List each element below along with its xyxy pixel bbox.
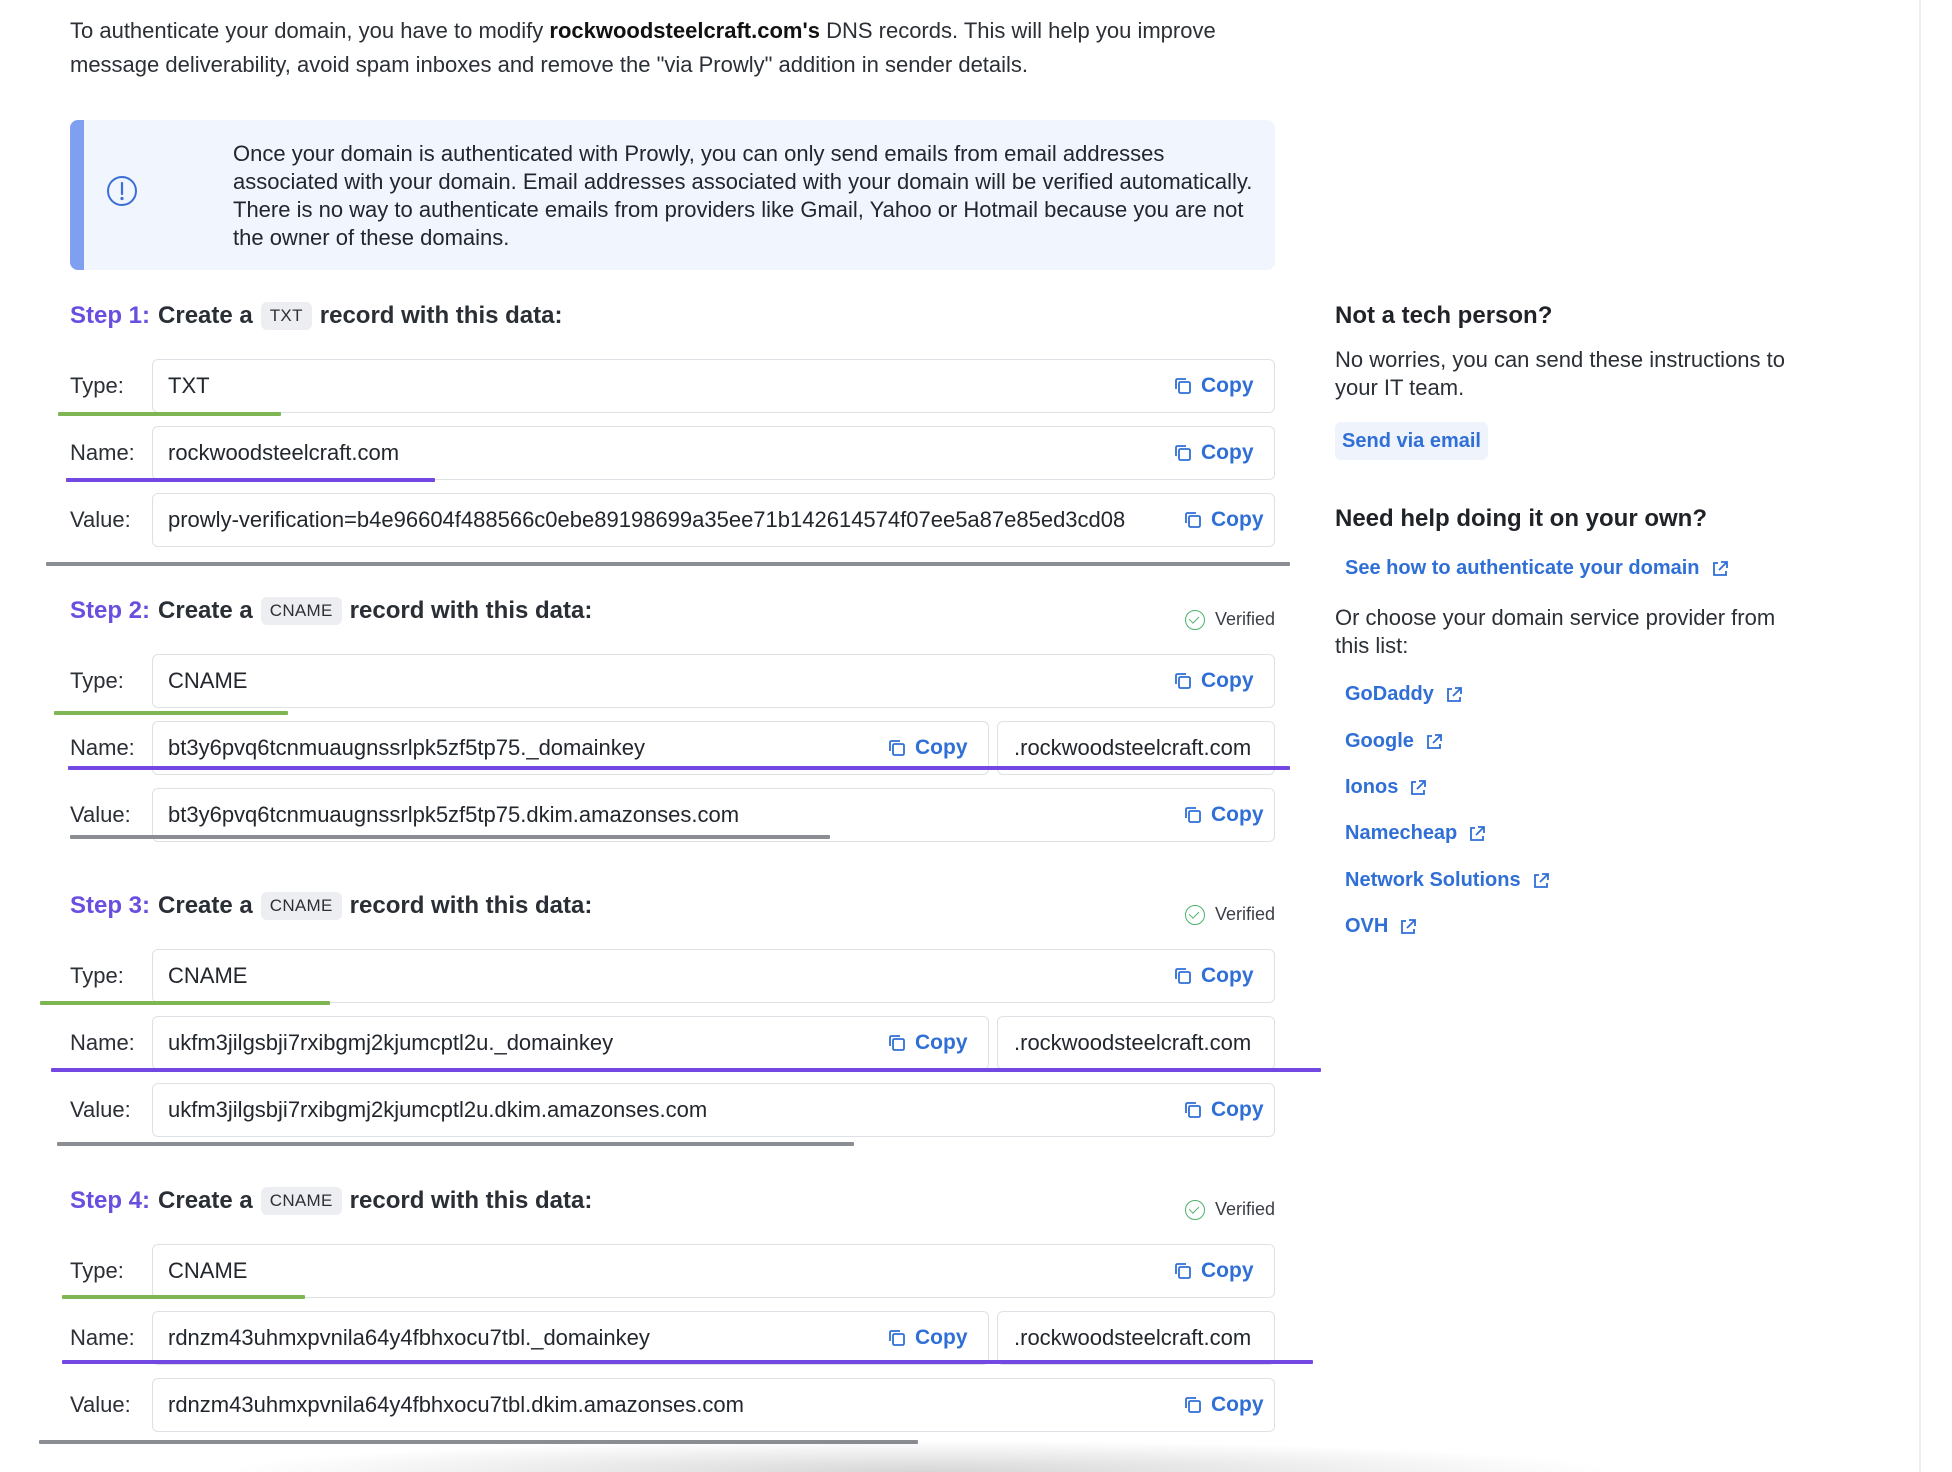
copy-value-button[interactable] (1173, 789, 1264, 840)
copy-icon (1173, 1261, 1193, 1281)
provider-label: Network Solutions (1345, 869, 1521, 891)
copy-icon (887, 738, 907, 758)
copy-icon (1173, 671, 1193, 691)
check-circle-icon (1185, 905, 1205, 925)
info-notice (70, 120, 1275, 270)
name-value: rdnzm43uhmxpvnila64y4fbhxocu7tbl._domainkey (168, 1325, 650, 1350)
value-value: rdnzm43uhmxpvnila64y4fbhxocu7tbl.dkim.amazonses.com (168, 1392, 744, 1417)
type-underline (40, 1001, 330, 1005)
how-link-label: See how to authenticate your domain (1345, 557, 1700, 579)
record-with-data-text: record with this data: (349, 597, 593, 624)
type-underline (54, 711, 288, 715)
name-field (152, 1016, 989, 1070)
value-value: ukfm3jilgsbji7rxibgmj2kjumcptl2u.dkim.amazonses.com (168, 1097, 708, 1122)
type-value: CNAME (168, 963, 248, 988)
type-value: CNAME (168, 668, 248, 693)
value-label: Value: (70, 1392, 131, 1417)
bottom-shadow (220, 1440, 1620, 1472)
name-field (152, 1311, 989, 1365)
tech-title: Not a tech person? (1335, 302, 1553, 329)
verified-label: Verified (1214, 609, 1275, 629)
external-link-icon (1444, 685, 1464, 705)
name-underline (66, 478, 435, 482)
step-number: Step 2: (70, 597, 151, 624)
type-underline (62, 1295, 305, 1299)
provider-link-ionos[interactable] (1345, 776, 1428, 799)
external-link-icon (1408, 778, 1428, 798)
value-label: Value: (70, 802, 131, 827)
create-a-text: Create a (158, 597, 253, 624)
intro-part2: DNS records. This will help you improve message deliverability, avoid spam inboxes and remove the "via Prowly" addition in sender details. (70, 18, 1216, 77)
choose-provider-text: Or choose your domain service provider from this list: (1335, 605, 1776, 658)
copy-label: Copy (1211, 1393, 1264, 1416)
step-number: Step 4: (70, 1187, 151, 1214)
check-circle-icon (1185, 610, 1205, 630)
provider-link-godaddy[interactable] (1345, 683, 1464, 706)
copy-type-button[interactable] (1173, 655, 1254, 706)
step-3-title (70, 886, 592, 926)
name-underline (68, 766, 1290, 770)
name-label: Name: (70, 1325, 135, 1350)
value-field (152, 493, 1275, 547)
record-type-tag: CNAME (261, 892, 342, 920)
send-via-email-button[interactable]: Send via email (1335, 422, 1488, 460)
record-type-tag: CNAME (261, 597, 342, 625)
provider-link-ovh[interactable] (1345, 915, 1418, 938)
copy-name-button[interactable] (887, 1017, 968, 1068)
create-a-text: Create a (158, 1187, 253, 1214)
external-link-icon (1531, 871, 1551, 891)
value-field (152, 788, 1275, 842)
copy-icon (887, 1328, 907, 1348)
copy-label: Copy (1211, 508, 1264, 531)
name-field (152, 426, 1275, 480)
help-title: Need help doing it on your own? (1335, 505, 1707, 532)
type-field (152, 1244, 1275, 1298)
copy-label: Copy (1211, 803, 1264, 826)
provider-label: GoDaddy (1345, 683, 1434, 705)
create-a-text: Create a (158, 302, 253, 329)
record-type-tag: CNAME (261, 1187, 342, 1215)
provider-label: OVH (1345, 915, 1389, 937)
copy-label: Copy (1201, 669, 1254, 692)
external-link-icon (1424, 732, 1444, 752)
verified-badge (1185, 904, 1275, 925)
verified-badge (1185, 1199, 1275, 1220)
intro-part1: To authenticate your domain, you have to modify (70, 18, 550, 43)
record-with-data-text: record with this data: (349, 892, 593, 919)
verified-label: Verified (1214, 904, 1275, 924)
how-to-authenticate-link[interactable] (1345, 557, 1730, 580)
step-1-title (70, 296, 562, 336)
provider-link-google[interactable] (1345, 730, 1444, 753)
type-underline (58, 412, 281, 416)
check-circle-icon (1185, 1200, 1205, 1220)
copy-type-button[interactable] (1173, 1245, 1254, 1296)
value-field (152, 1378, 1275, 1432)
record-type-tag: TXT (261, 302, 312, 330)
provider-link-network-solutions[interactable] (1345, 869, 1551, 892)
name-value: ukfm3jilgsbji7rxibgmj2kjumcptl2u._domainkey (168, 1030, 614, 1055)
copy-label: Copy (915, 1326, 968, 1349)
name-underline (51, 1068, 1321, 1072)
create-a-text: Create a (158, 892, 253, 919)
copy-icon (887, 1033, 907, 1053)
name-domain-suffix: .rockwoodsteelcraft.com (997, 1311, 1275, 1365)
name-label: Name: (70, 440, 135, 465)
name-label: Name: (70, 1030, 135, 1055)
page-divider (1919, 0, 1921, 1472)
type-value: CNAME (168, 1258, 248, 1283)
copy-label: Copy (915, 1031, 968, 1054)
type-label: Type: (70, 373, 124, 398)
value-underline (46, 562, 1290, 566)
value-field (152, 1083, 1275, 1137)
copy-icon (1183, 510, 1203, 530)
value-underline (57, 1142, 854, 1146)
copy-type-button[interactable] (1173, 950, 1254, 1001)
copy-label: Copy (1201, 441, 1254, 464)
copy-name-button[interactable] (887, 1312, 968, 1363)
provider-label: Google (1345, 730, 1414, 752)
type-value: TXT (168, 373, 210, 398)
name-domain-suffix: .rockwoodsteelcraft.com (997, 1016, 1275, 1070)
copy-icon (1173, 966, 1193, 986)
value-underline (70, 835, 830, 839)
copy-value-button[interactable] (1173, 1084, 1264, 1135)
step-number: Step 3: (70, 892, 151, 919)
record-with-data-text: record with this data: (349, 1187, 593, 1214)
external-link-icon (1710, 559, 1730, 579)
value-label: Value: (70, 507, 131, 532)
intro-text (70, 14, 1310, 82)
copy-label: Copy (1211, 1098, 1264, 1121)
tech-text: No worries, you can send these instructions to your IT team. (1335, 347, 1786, 400)
type-label: Type: (70, 963, 124, 988)
type-field (152, 949, 1275, 1003)
copy-value-button[interactable] (1173, 494, 1264, 545)
type-label: Type: (70, 1258, 124, 1283)
provider-label: Ionos (1345, 776, 1399, 798)
info-icon (106, 175, 138, 207)
provider-link-namecheap[interactable] (1345, 822, 1487, 845)
copy-label: Copy (915, 736, 968, 759)
copy-label: Copy (1201, 964, 1254, 987)
intro-domain: rockwoodsteelcraft.com's (549, 18, 820, 43)
step-number: Step 1: (70, 302, 151, 329)
copy-icon (1183, 1100, 1203, 1120)
copy-label: Copy (1201, 1259, 1254, 1282)
type-label: Type: (70, 668, 124, 693)
copy-type-button[interactable] (1173, 360, 1254, 411)
copy-value-button[interactable] (1173, 1379, 1264, 1430)
type-field (152, 359, 1275, 413)
copy-icon (1173, 443, 1193, 463)
verified-badge (1185, 609, 1275, 630)
value-label: Value: (70, 1097, 131, 1122)
type-field (152, 654, 1275, 708)
name-domain-suffix: .rockwoodsteelcraft.com (997, 721, 1275, 775)
verified-label: Verified (1214, 1199, 1275, 1219)
step-2-title (70, 591, 592, 631)
value-value: bt3y6pvq6tcnmuaugnssrlpk5zf5tp75.dkim.amazonses.com (168, 802, 740, 827)
value-value: prowly-verification=b4e96604f488566c0ebe89198699a35ee71b142614574f07ee5a87e85ed3cd08 (168, 507, 1126, 532)
copy-label: Copy (1201, 374, 1254, 397)
name-label: Name: (70, 735, 135, 760)
copy-icon (1183, 805, 1203, 825)
name-value: bt3y6pvq6tcnmuaugnssrlpk5zf5tp75._domainkey (168, 735, 645, 760)
record-with-data-text: record with this data: (319, 302, 563, 329)
copy-icon (1183, 1395, 1203, 1415)
copy-icon (1173, 376, 1193, 396)
step-4-title (70, 1181, 592, 1221)
external-link-icon (1467, 824, 1487, 844)
copy-name-button[interactable] (1173, 427, 1254, 478)
external-link-icon (1398, 917, 1418, 937)
provider-label: Namecheap (1345, 822, 1458, 844)
name-value: rockwoodsteelcraft.com (168, 440, 400, 465)
notice-text: Once your domain is authenticated with Prowly, you can only send emails from email addresses associated with your domain. Email addresses associated with your domain will be verified automatically. There is no way to authenticate emails from providers like Gmail, Yahoo or Hotmail because you are not the owner of these domains. (233, 141, 1253, 250)
name-underline (62, 1360, 1313, 1364)
